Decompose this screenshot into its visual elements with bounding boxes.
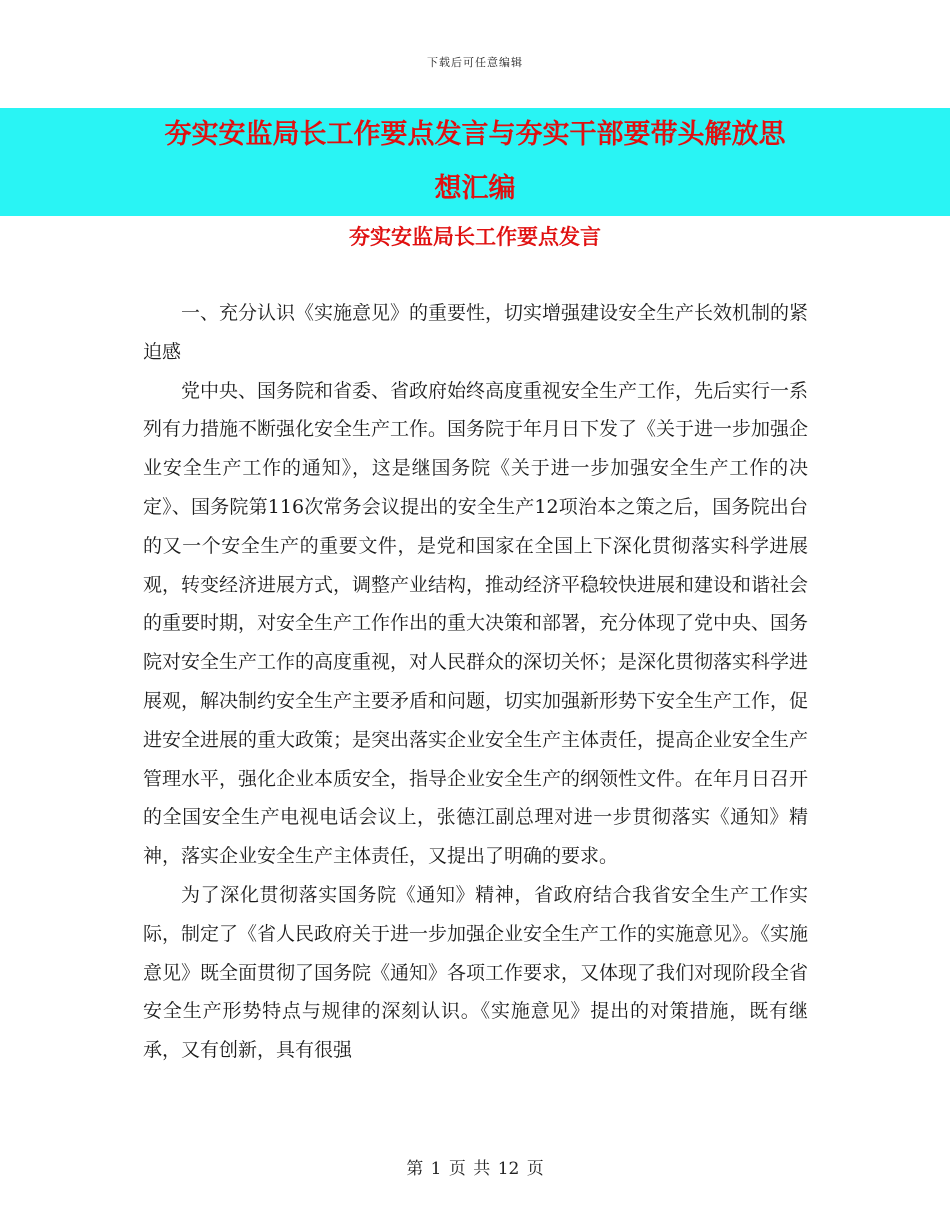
title-highlight-1: 夯实安监局长工作要点发言与夯实干部要带头解放思 — [164, 119, 786, 150]
document-title — [0, 108, 950, 216]
paragraph-1: 一、充分认识《实施意见》的重要性，切实增强建设安全生产长效机制的紧迫感 — [143, 302, 809, 363]
page-header-note: 下载后可任意编辑 — [427, 56, 523, 69]
title-highlight-2: 想汇编 — [434, 173, 516, 204]
paragraph-2: 党中央、国务院和省委、省政府始终高度重视安全生产工作，先后实行一系列有力措施不断强化安全生产工作。国务院于年月日下发了《关于进一步加强企业安全生产工作的通知》，这是继国务院《关于进一步加强安全生产工作的决定》、国务院第116次常务会议提出的安全生产12项治本之策之后，国务院出台的又一个安全生产的重要文件，是党和国家在全国上下深化贯彻落实科学进展观，转变经济进展方式，调整产业结构，推动经济平稳较快进展和建设和谐社会的重要时期，对安全生产工作作出的重大决策和部署，充分体现了党中央、国务院对安全生产工作的高度重视，对人民群众的深切关怀；是深化贯彻落实科学进展观，解决制约安全生产主要矛盾和问题，切实加强新形势下安全生产工作，促进安全进展的重大政策；是突出落实企业安全生产主体责任，提高企业安全生产管理水平，强化企业本质安全，指导企业安全生产的纲领性文件。在年月日召开的全国安全生产电视电话会议上，张德江副总理对进一步贯彻落实《通知》精神，落实企业安全生产主体责任，又提出了明确的要求。 — [143, 379, 809, 868]
document-title-line-2 — [0, 162, 950, 216]
page-number-footer: 第 1 页 共 12 页 — [406, 1159, 544, 1179]
paragraph-3: 为了深化贯彻落实国务院《通知》精神，省政府结合我省安全生产工作实际，制定了《省人民政府关于进一步加强企业安全生产工作的实施意见》。《实施意见》既全面贯彻了国务院《通知》各项工作要求，又体现了我们对现阶段全省安全生产形势特点与规律的深刻认识。《实施意见》提出的对策措施，既有继承，又有创新，具有很强 — [143, 883, 809, 1062]
document-body — [143, 294, 808, 1070]
section-heading: 夯实安监局长工作要点发言 — [349, 224, 601, 249]
document-title-line-1 — [0, 108, 950, 162]
